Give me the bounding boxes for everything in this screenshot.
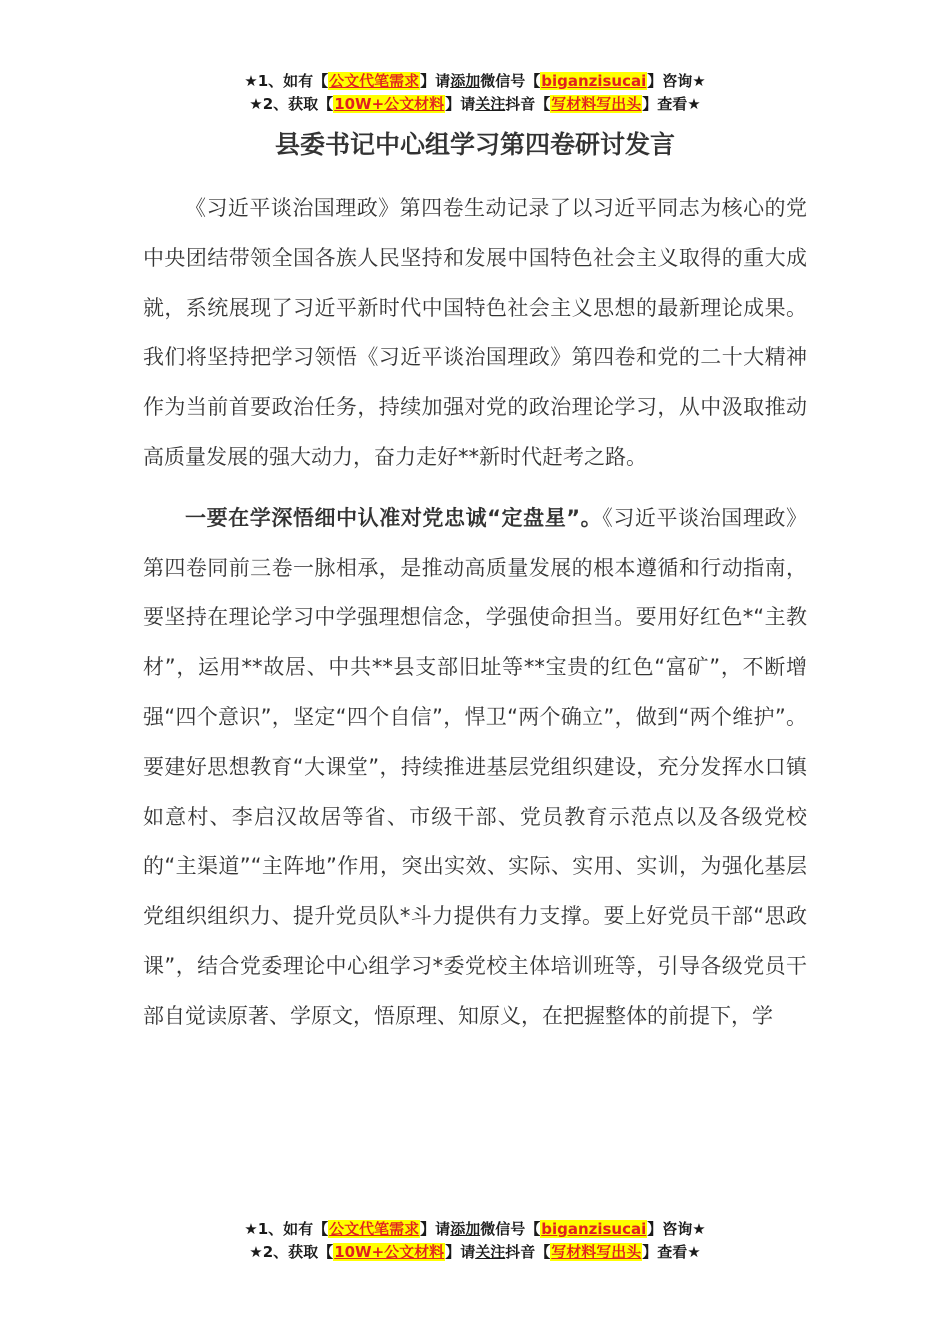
- promo-footer: [0, 1218, 950, 1264]
- promo-highlight-douyin: 写材料写出头: [551, 1243, 642, 1261]
- promo-highlight-materials: 10W+公文材料: [334, 95, 445, 113]
- paragraph-first-point: [143, 494, 807, 1042]
- promo-line-1: ★1、如有【公文代笔需求】请添加微信号【biganzisucai】咨询★: [244, 1220, 706, 1238]
- document-title: 县委书记中心组学习第四卷研讨发言: [274, 130, 675, 159]
- promo-highlight-wechat: biganzisucai: [541, 72, 647, 90]
- promo-line-1: ★1、如有【公文代笔需求】请添加微信号【biganzisucai】咨询★: [244, 72, 706, 90]
- paragraph-lead: 一要在学深悟细中认准对党忠诚“定盘星”。: [185, 505, 603, 530]
- document-body: [143, 184, 807, 1042]
- promo-line-2: ★2、获取【10W+公文材料】请关注抖音【写材料写出头】查看★: [249, 1243, 701, 1261]
- promo-highlight-materials: 10W+公文材料: [334, 1243, 445, 1261]
- promo-highlight-service: 公文代笔需求: [329, 72, 420, 90]
- promo-highlight-wechat: biganzisucai: [541, 1220, 647, 1238]
- promo-header: [0, 70, 950, 116]
- paragraph-intro: 《习近平谈治国理政》第四卷生动记录了以习近平同志为核心的党中央团结带领全国各族人民坚持和发展中国特色社会主义取得的重大成就，系统展现了习近平新时代中国特色社会主义思想的最新理论成果。我们将坚持把学习领悟《习近平谈治国理政》第四卷和党的二十大精神作为当前首要政治任务，持续加强对党的政治理论学习，从中汲取推动高质量发展的强大动力，奋力走好**新时代赶考之路。: [143, 196, 807, 469]
- promo-line-2: ★2、获取【10W+公文材料】请关注抖音【写材料写出头】查看★: [249, 95, 701, 113]
- paragraph-body: 《习近平谈治国理政》第四卷同前三卷一脉相承，是推动高质量发展的根本遵循和行动指南，要坚持在理论学习中学强理想信念，学强使命担当。要用好红色*“主教材”，运用**故居、中共**县支部旧址等**宝贵的红色“富矿”，不断增强“四个意识”，坚定“四个自信”，悍卫“两个确立”，做到“两个维护”。要建好思想教育“大课堂”，持续推进基层党组织建设，充分发挥水口镇如意村、李启汉故居等省、市级干部、党员教育示范点以及各级党校的“主渠道”“主阵地”作用，突出实效、实际、实用、实训，为强化基层党组织组织力、提升党员队*斗力提供有力支撑。要上好党员干部“思政课”，结合党委理论中心组学习*委党校主体培训班等，引导各级党员干部自觉读原著、学原文，悟原理、知原义，在把握整体的前提下，学: [143, 505, 808, 1028]
- promo-highlight-douyin: 写材料写出头: [551, 95, 642, 113]
- promo-highlight-service: 公文代笔需求: [329, 1220, 420, 1238]
